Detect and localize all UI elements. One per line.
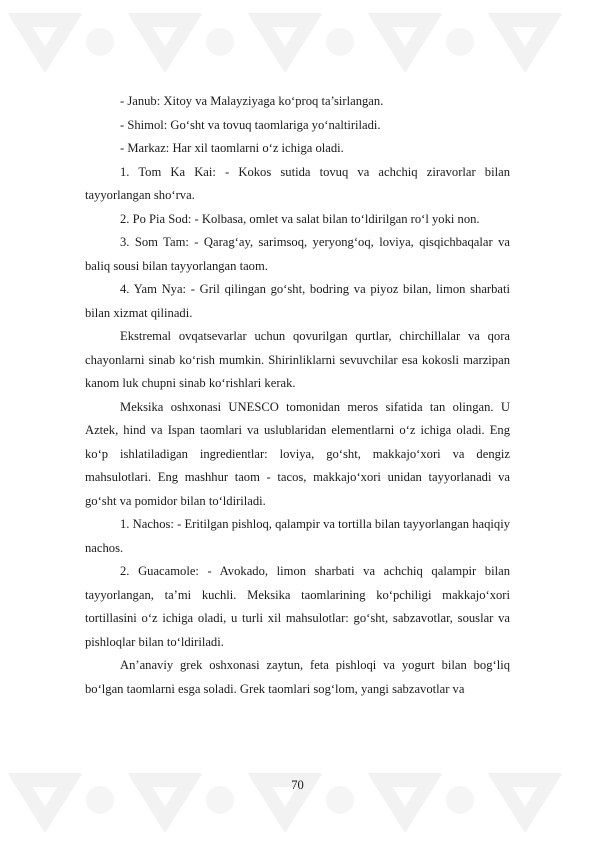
paragraph-yam-nya: 4. Yam Nya: - Gril qilingan go‘sht, bodring va piyoz bilan, limon sharbati bilan xizmat qilinadi. — [85, 282, 510, 320]
paragraph-tom-ka-kai: 1. Tom Ka Kai: - Kokos sutida tovuq va achchiq ziravorlar bilan tayyorlangan sho‘rva. — [85, 164, 510, 202]
paragraph-center: - Markaz: Har xil taomlarni o‘z ichiga oladi. — [120, 141, 344, 155]
paragraph-greek-cuisine: An’anaviy grek oshxonasi zaytun, feta pishloqi va yogurt bilan bog‘liq bo‘lgan taomlarni esga soladi. Grek taomlari sog‘lom, yangi sabzavotlar va — [85, 658, 510, 696]
paragraph-extreme-food: Ekstremal ovqatsevarlar uchun qovurilgan qurtlar, chirchillalar va qora chayonlarni sinab ko‘rish mumkin. Shirinliklarni sevuvchilar esa kokosli marzipan kanom luk chupni sinab ko‘rishlari kerak. — [85, 329, 510, 390]
paragraph-south: - Janub: Xitoy va Malayziyaga ko‘proq ta’sirlangan. — [120, 94, 384, 108]
paragraph-nachos: 1. Nachos: - Eritilgan pishloq, qalampir va tortilla bilan tayyorlangan haqiqiy nachos. — [85, 517, 510, 555]
page-number: 70 — [291, 778, 304, 792]
paragraph-mexican-cuisine: Meksika oshxonasi UNESCO tomonidan meros sifatida tan olingan. U Aztek, hind va Ispan taomlari va uslublaridan elementlarni o‘z ichiga oladi. Eng ko‘p ishlatiladigan ingredientlar: loviya, go‘sht, makkajo‘xori va dengiz mahsulotlari. Eng mashhur taom - tacos, makkajo‘xori unidan tayyorlanadi va go‘sht va pomidor bilan to‘ldiriladi. — [85, 399, 510, 508]
paragraph-som-tam: 3. Som Tam: - Qarag‘ay, sarimsoq, yeryong‘oq, loviya, qisqichbaqalar va baliq sousi bilan tayyorlangan taom. — [85, 235, 510, 273]
paragraph-north: - Shimol: Go‘sht va tovuq taomlariga yo‘naltiriladi. — [120, 117, 381, 132]
document-body — [85, 90, 510, 701]
paragraph-guacamole: 2. Guacamole: - Avokado, limon sharbati va achchiq qalampir bilan tayyorlangan, ta’mi kuchli. Meksika taomlarining ko‘pchiligi makkajo‘xori tortillasini o‘z ichiga oladi, u turli xil mahsulotlar: go‘sht, sabzavotlar, souslar va pishloqlar bilan to‘ldiriladi. — [85, 564, 510, 649]
paragraph-po-pia-sod: 2. Po Pia Sod: - Kolbasa, omlet va salat bilan to‘ldirilgan ro‘l yoki non. — [120, 211, 480, 226]
